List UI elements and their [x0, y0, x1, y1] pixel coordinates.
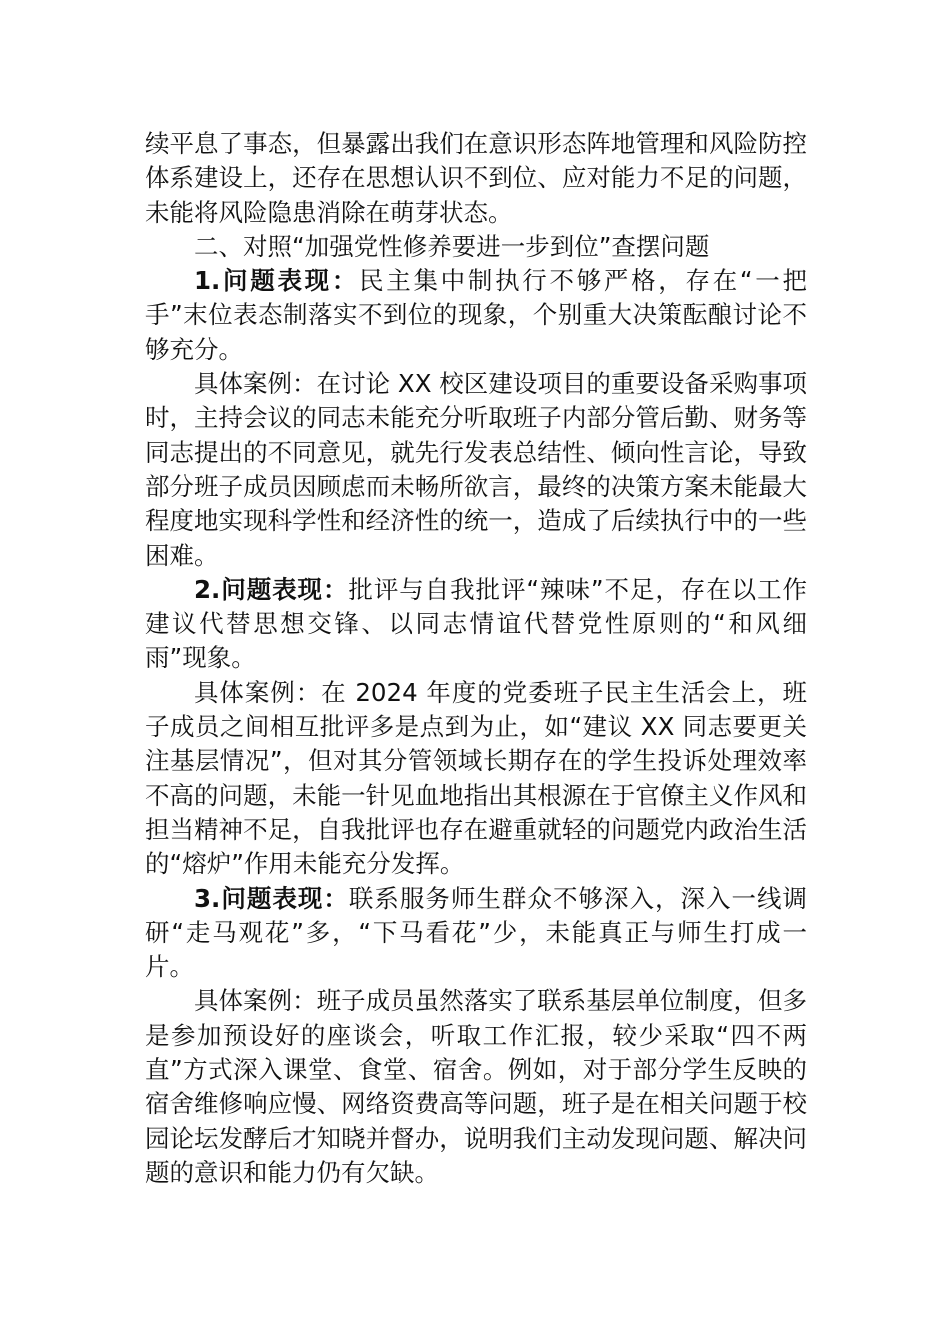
section-heading: 二、对照“加强党性修养要进一步到位”查摆问题: [194, 231, 710, 261]
case-1: 具体案例：在讨论 XX 校区建设项目的重要设备采购事项时，主持会议的同志未能充分听取班子内部分管后勤、财务等同志提出的不同意见，就先行发表总结性、倾向性言论，导致部分班子成员因顾虑而未畅所欲言，最终的决策方案未能最大程度地实现科学性和经济性的统一，造成了后续执行中的一些困难。: [145, 369, 807, 570]
issue-2: [145, 573, 807, 676]
issue-2-label: 2.问题表现：: [194, 574, 349, 604]
issue-2-text: 批评与自我批评“辣味”不足，存在以工作建议代替思想交锋、以同志情谊代替党性原则的“和风细雨”现象。: [145, 574, 807, 673]
issue-3: [145, 882, 807, 985]
case-3: 具体案例：班子成员虽然落实了联系基层单位制度，但多是参加预设好的座谈会，听取工作汇报，较少采取“四不两直”方式深入课堂、食堂、宿舍。例如，对于部分学生反映的宿舍维修响应慢、网络资费高等问题，班子是在相关问题于校园论坛发酵后才知晓并督办，说明我们主动发现问题、解决问题的意识和能力仍有欠缺。: [145, 986, 807, 1187]
issue-3-text: 联系服务师生群众不够深入，深入一线调研“走马观花”多，“下马看花”少，未能真正与师生打成一片。: [145, 883, 807, 982]
issue-1: [145, 264, 807, 367]
issue-1-text: 民主集中制执行不够严格，存在“一把手”末位表态制落实不到位的现象，个别重大决策酝酿讨论不够充分。: [145, 266, 807, 364]
paragraph-intro: 续平息了事态，但暴露出我们在意识形态阵地管理和风险防控体系建设上，还存在思想认识不到位、应对能力不足的问题，未能将风险隐患消除在萌芽状态。: [145, 129, 807, 227]
issue-3-label: 3.问题表现：: [194, 883, 349, 913]
case-2: 具体案例：在 2024 年度的党委班子民主生活会上，班子成员之间相互批评多是点到为止，如“建议 XX 同志要更关注基层情况”，但对其分管领域长期存在的学生投诉处理效率不高的问题，未能一针见血地指出其根源在于官僚主义作风和担当精神不足，自我批评也存在避重就轻的问题党内政治生活的“熔炉”作用未能充分发挥。: [145, 677, 807, 879]
issue-1-label: 1.问题表现：: [194, 266, 360, 296]
document-page: [145, 127, 807, 1190]
